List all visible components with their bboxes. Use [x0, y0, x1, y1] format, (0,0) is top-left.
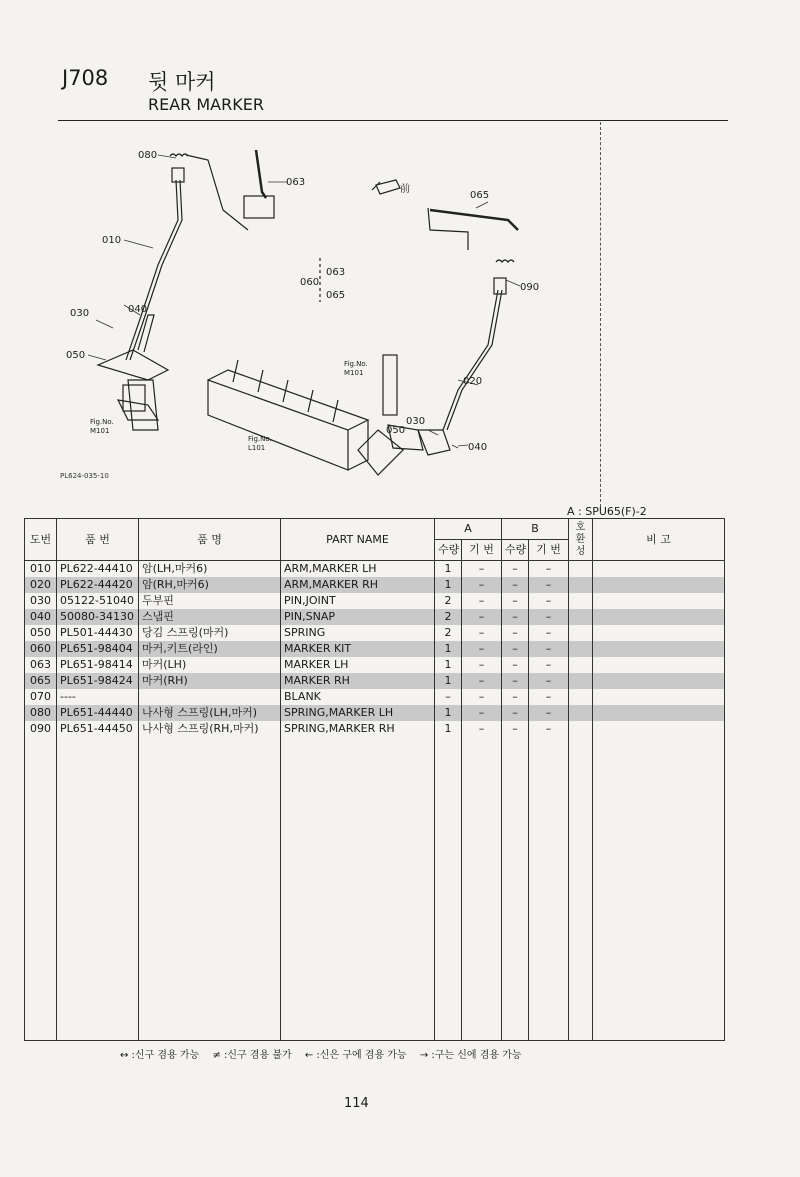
- table-filler: [25, 737, 725, 1041]
- callout-010: 010: [102, 235, 122, 246]
- header-b-code: 기 번: [529, 540, 569, 561]
- table-row: [25, 657, 725, 673]
- cell-part-no: ----: [57, 689, 139, 705]
- cell-remarks: [593, 577, 725, 593]
- cell-no: 030: [25, 593, 57, 609]
- cell-part-no: PL651-98404: [57, 641, 139, 657]
- empty-cell: [462, 737, 502, 1041]
- cell-b-qty: –: [502, 577, 529, 593]
- empty-cell: [529, 737, 569, 1041]
- cell-compat: [569, 705, 593, 721]
- cell-no: 060: [25, 641, 57, 657]
- table-row: [25, 689, 725, 705]
- cell-compat: [569, 625, 593, 641]
- cell-b-qty: –: [502, 721, 529, 737]
- cell-compat: [569, 657, 593, 673]
- cell-part-no: PL651-98424: [57, 673, 139, 689]
- fig-ref-2-label: Fig.No.: [248, 435, 272, 443]
- cell-a-code: –: [462, 641, 502, 657]
- cell-compat: [569, 689, 593, 705]
- cell-no: 070: [25, 689, 57, 705]
- cell-b-qty: –: [502, 625, 529, 641]
- callout-040-right: 040: [468, 442, 488, 453]
- table-row: [25, 577, 725, 593]
- callout-040: 040: [128, 304, 148, 315]
- cell-part-no: PL622-44410: [57, 561, 139, 578]
- cell-b-qty: –: [502, 689, 529, 705]
- cell-name-ko: 두부핀: [139, 593, 281, 609]
- cell-remarks: [593, 657, 725, 673]
- cell-a-qty: 2: [435, 625, 462, 641]
- cell-no: 090: [25, 721, 57, 737]
- cell-compat: [569, 609, 593, 625]
- table-row: [25, 609, 725, 625]
- cell-part-name: MARKER RH: [281, 673, 435, 689]
- cell-no: 010: [25, 561, 57, 578]
- cell-a-code: –: [462, 625, 502, 641]
- title-rule: [58, 120, 728, 121]
- table-row: [25, 625, 725, 641]
- cell-part-name: PIN,SNAP: [281, 609, 435, 625]
- empty-cell: [502, 737, 529, 1041]
- header-compat: 호 환 성: [569, 519, 593, 561]
- cell-a-qty: 1: [435, 561, 462, 578]
- cell-name-ko: 당김 스프링(마커): [139, 625, 281, 641]
- header-part-name: PART NAME: [281, 519, 435, 561]
- cell-remarks: [593, 641, 725, 657]
- page-number: 114: [344, 1096, 369, 1111]
- cell-b-qty: –: [502, 673, 529, 689]
- header-no: 도번: [25, 519, 57, 561]
- cell-part-no: PL501-44430: [57, 625, 139, 641]
- header-group-b: B: [502, 519, 569, 540]
- cell-compat: [569, 641, 593, 657]
- cell-compat: [569, 577, 593, 593]
- front-direction-label: 前: [400, 184, 410, 195]
- callout-065: 065: [470, 190, 490, 201]
- exploded-parts-diagram: [58, 130, 603, 500]
- empty-cell: [281, 737, 435, 1041]
- cell-a-code: –: [462, 657, 502, 673]
- callout-063-kit: 063: [326, 267, 346, 278]
- table-row: [25, 561, 725, 578]
- fig-ref-3-label: Fig.No.: [344, 360, 368, 368]
- section-code: J708: [62, 66, 109, 90]
- empty-cell: [569, 737, 593, 1041]
- cell-no: 020: [25, 577, 57, 593]
- header-remarks: 비 고: [593, 519, 725, 561]
- callout-080: 080: [138, 150, 158, 161]
- cell-part-no: 50080-34130: [57, 609, 139, 625]
- cell-part-no: PL651-98414: [57, 657, 139, 673]
- cell-part-no: 05122-51040: [57, 593, 139, 609]
- cell-remarks: [593, 625, 725, 641]
- legend-item: → :구는 신에 겸용 가능: [419, 1050, 522, 1061]
- cell-remarks: [593, 689, 725, 705]
- cell-a-code: –: [462, 673, 502, 689]
- table-row: [25, 705, 725, 721]
- cell-name-ko: 나사형 스프링(LH,마커): [139, 705, 281, 721]
- cell-a-qty: 1: [435, 673, 462, 689]
- cell-part-name: MARKER LH: [281, 657, 435, 673]
- cell-a-qty: 2: [435, 609, 462, 625]
- cell-remarks: [593, 561, 725, 578]
- cell-a-code: –: [462, 593, 502, 609]
- page-title: REAR MARKER: [148, 95, 264, 114]
- cell-b-code: –: [529, 625, 569, 641]
- cell-a-qty: 1: [435, 721, 462, 737]
- cell-name-ko: [139, 689, 281, 705]
- callout-030-right: 030: [406, 416, 426, 427]
- callout-050: 050: [66, 350, 86, 361]
- cell-part-no: PL651-44440: [57, 705, 139, 721]
- empty-cell: [593, 737, 725, 1041]
- cell-b-qty: –: [502, 561, 529, 578]
- cell-a-qty: 1: [435, 705, 462, 721]
- cell-b-qty: –: [502, 609, 529, 625]
- callout-030: 030: [70, 308, 90, 319]
- page-title-korean: 뒷 마커: [148, 70, 216, 94]
- empty-cell: [25, 737, 57, 1041]
- table-row: [25, 673, 725, 689]
- cell-no: 065: [25, 673, 57, 689]
- callout-090: 090: [520, 282, 540, 293]
- cell-name-ko: 마커(RH): [139, 673, 281, 689]
- cell-compat: [569, 561, 593, 578]
- cell-a-code: –: [462, 705, 502, 721]
- header-part-no: 품 번: [57, 519, 139, 561]
- cell-b-qty: –: [502, 641, 529, 657]
- cell-a-code: –: [462, 721, 502, 737]
- cell-b-code: –: [529, 593, 569, 609]
- header-b-qty: 수량: [502, 540, 529, 561]
- cell-a-code: –: [462, 561, 502, 578]
- cell-remarks: [593, 609, 725, 625]
- cell-part-no: PL651-44450: [57, 721, 139, 737]
- cell-name-ko: 나사형 스프링(RH,마커): [139, 721, 281, 737]
- empty-cell: [435, 737, 462, 1041]
- fig-ref-1-label: Fig.No.: [90, 418, 114, 426]
- figure-note: PL624-035-10: [60, 472, 109, 480]
- cell-part-no: PL622-44420: [57, 577, 139, 593]
- cell-b-qty: –: [502, 593, 529, 609]
- cell-a-qty: –: [435, 689, 462, 705]
- cell-a-qty: 1: [435, 641, 462, 657]
- cell-name-ko: 마커(LH): [139, 657, 281, 673]
- cell-part-name: SPRING,MARKER RH: [281, 721, 435, 737]
- cell-no: 040: [25, 609, 57, 625]
- cell-b-code: –: [529, 609, 569, 625]
- header-a-code: 기 번: [462, 540, 502, 561]
- cell-compat: [569, 673, 593, 689]
- cell-b-code: –: [529, 705, 569, 721]
- header-name-ko: 품 명: [139, 519, 281, 561]
- cell-no: 050: [25, 625, 57, 641]
- model-label: A : SPU65(F)-2: [567, 505, 647, 518]
- cell-part-name: SPRING: [281, 625, 435, 641]
- cell-a-qty: 2: [435, 593, 462, 609]
- legend-item: ↔ :신구 겸용 가능: [120, 1050, 200, 1061]
- cell-remarks: [593, 705, 725, 721]
- callout-020: 020: [463, 376, 483, 387]
- header-a-qty: 수량: [435, 540, 462, 561]
- cell-b-code: –: [529, 657, 569, 673]
- cell-b-code: –: [529, 721, 569, 737]
- empty-cell: [57, 737, 139, 1041]
- callout-050-right: 050: [386, 425, 406, 436]
- cell-name-ko: 암(LH,마커6): [139, 561, 281, 578]
- cell-part-name: SPRING,MARKER LH: [281, 705, 435, 721]
- cell-a-code: –: [462, 577, 502, 593]
- legend-item: ← :신은 구에 겸용 가능: [304, 1050, 407, 1061]
- cell-a-code: –: [462, 689, 502, 705]
- cell-b-code: –: [529, 641, 569, 657]
- cell-no: 063: [25, 657, 57, 673]
- parts-table-body: [25, 561, 725, 1041]
- empty-cell: [139, 737, 281, 1041]
- parts-table: [24, 518, 725, 1041]
- cell-part-name: PIN,JOINT: [281, 593, 435, 609]
- cell-a-qty: 1: [435, 577, 462, 593]
- cell-remarks: [593, 673, 725, 689]
- cell-remarks: [593, 721, 725, 737]
- cell-remarks: [593, 593, 725, 609]
- legend-item: ≠ :신구 겸용 불가: [212, 1050, 292, 1061]
- cell-b-qty: –: [502, 657, 529, 673]
- compatibility-legend: [120, 1046, 532, 1061]
- cell-b-code: –: [529, 561, 569, 578]
- cell-part-name: ARM,MARKER RH: [281, 577, 435, 593]
- callout-065-kit: 065: [326, 290, 346, 301]
- cell-name-ko: 스냅핀: [139, 609, 281, 625]
- cell-b-code: –: [529, 689, 569, 705]
- cell-b-code: –: [529, 673, 569, 689]
- cell-b-code: –: [529, 577, 569, 593]
- table-row: [25, 593, 725, 609]
- cell-b-qty: –: [502, 705, 529, 721]
- cell-part-name: MARKER KIT: [281, 641, 435, 657]
- cell-compat: [569, 593, 593, 609]
- callout-060: 060: [300, 277, 320, 288]
- cell-a-qty: 1: [435, 657, 462, 673]
- callout-063: 063: [286, 177, 306, 188]
- cell-part-name: ARM,MARKER LH: [281, 561, 435, 578]
- fig-ref-2-number: L101: [248, 444, 266, 452]
- cell-name-ko: 마커,키트(라인): [139, 641, 281, 657]
- cell-name-ko: 암(RH,마커6): [139, 577, 281, 593]
- fig-ref-3-number: M101: [344, 369, 364, 377]
- table-row: [25, 641, 725, 657]
- table-row: [25, 721, 725, 737]
- fig-ref-1-number: M101: [90, 427, 110, 435]
- cell-a-code: –: [462, 609, 502, 625]
- cell-part-name: BLANK: [281, 689, 435, 705]
- cell-compat: [569, 721, 593, 737]
- header-group-a: A: [435, 519, 502, 540]
- cell-no: 080: [25, 705, 57, 721]
